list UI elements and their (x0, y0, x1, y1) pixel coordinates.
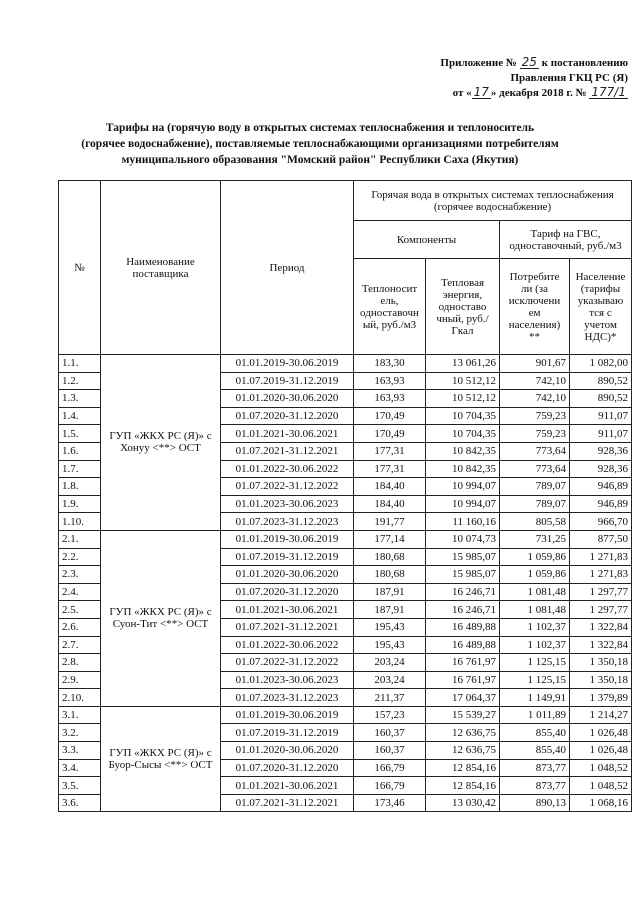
row-number: 2.3. (59, 566, 101, 584)
row-number: 3.3. (59, 742, 101, 760)
row-period: 01.07.2019-31.12.2019 (221, 548, 354, 566)
row-number: 2.1. (59, 530, 101, 548)
appendix-suffix: к постановлению (541, 57, 628, 69)
consumers-value: 731,25 (500, 530, 570, 548)
row-number: 1.3. (59, 390, 101, 408)
heat-carrier-value: 180,68 (354, 548, 426, 566)
row-period: 01.07.2022-31.12.2022 (221, 478, 354, 496)
row-number: 1.1. (59, 355, 101, 373)
row-number: 2.7. (59, 636, 101, 654)
population-value: 928,36 (570, 460, 632, 478)
row-number: 3.4. (59, 759, 101, 777)
heat-carrier-value: 170,49 (354, 407, 426, 425)
population-value: 1 350,18 (570, 654, 632, 672)
heat-carrier-value: 177,31 (354, 460, 426, 478)
title-line-2: (горячее водоснабжение), поставляемые теплоснабжающими организациями потребителям (81, 138, 559, 150)
row-period: 01.07.2022-31.12.2022 (221, 654, 354, 672)
consumers-value: 1 102,37 (500, 618, 570, 636)
heat-energy-value: 15 985,07 (426, 548, 500, 566)
decree-number-handwritten: 177/1 (591, 85, 626, 99)
heat-energy-value: 12 854,16 (426, 759, 500, 777)
row-period: 01.07.2020-31.12.2020 (221, 583, 354, 601)
consumers-value: 805,58 (500, 513, 570, 531)
supplier-name: ГУП «ЖКХ РС (Я)» с Буор-Сысы <**> ОСТ (101, 706, 221, 812)
row-number: 1.7. (59, 460, 101, 478)
heat-carrier-value: 184,40 (354, 495, 426, 513)
row-number: 2.2. (59, 548, 101, 566)
header-components: Компоненты (354, 221, 500, 259)
date-day-handwritten: 17 (473, 85, 489, 99)
date-prefix: от « (452, 87, 472, 99)
population-value: 1 350,18 (570, 671, 632, 689)
document-title (40, 120, 600, 168)
row-period: 01.01.2021-30.06.2021 (221, 425, 354, 443)
row-number: 2.5. (59, 601, 101, 619)
appendix-prefix: Приложение № (440, 57, 517, 69)
population-value: 911,07 (570, 425, 632, 443)
header-hot-water-group: Горячая вода в открытых системах теплоснабжения (горячее водоснабжение) (354, 181, 632, 221)
heat-energy-value: 15 985,07 (426, 566, 500, 584)
heat-energy-value: 12 854,16 (426, 777, 500, 795)
header-period: Период (221, 181, 354, 355)
consumers-value: 789,07 (500, 478, 570, 496)
supplier-name: ГУП «ЖКХ РС (Я)» с Хонуу <**> ОСТ (101, 355, 221, 531)
population-value: 890,52 (570, 372, 632, 390)
heat-energy-value: 10 512,12 (426, 390, 500, 408)
board-line: Правления ГКЦ РС (Я) (510, 72, 628, 84)
row-period: 01.07.2021-31.12.2021 (221, 442, 354, 460)
heat-energy-value: 12 636,75 (426, 724, 500, 742)
population-value: 1 297,77 (570, 583, 632, 601)
heat-carrier-value: 170,49 (354, 425, 426, 443)
consumers-value: 1 081,48 (500, 601, 570, 619)
heat-carrier-value: 203,24 (354, 654, 426, 672)
population-value: 1 082,00 (570, 355, 632, 373)
row-number: 1.4. (59, 407, 101, 425)
heat-carrier-value: 203,24 (354, 671, 426, 689)
row-period: 01.01.2020-30.06.2020 (221, 742, 354, 760)
row-number: 2.4. (59, 583, 101, 601)
consumers-value: 1 081,48 (500, 583, 570, 601)
heat-carrier-value: 180,68 (354, 566, 426, 584)
population-value: 1 271,83 (570, 548, 632, 566)
heat-energy-value: 13 061,26 (426, 355, 500, 373)
header-heat-energy: Тепловая энергия, одноставо чный, руб./Гкал (426, 259, 500, 355)
table-row (59, 530, 632, 548)
consumers-value: 742,10 (500, 390, 570, 408)
row-period: 01.01.2019-30.06.2019 (221, 530, 354, 548)
consumers-value: 759,23 (500, 407, 570, 425)
heat-carrier-value: 184,40 (354, 478, 426, 496)
heat-energy-value: 10 512,12 (426, 372, 500, 390)
consumers-value: 789,07 (500, 495, 570, 513)
heat-carrier-value: 195,43 (354, 636, 426, 654)
consumers-value: 873,77 (500, 777, 570, 795)
population-value: 928,36 (570, 442, 632, 460)
consumers-value: 855,40 (500, 724, 570, 742)
population-value: 1 271,83 (570, 566, 632, 584)
population-value: 877,50 (570, 530, 632, 548)
row-number: 3.1. (59, 706, 101, 724)
heat-energy-value: 10 994,07 (426, 495, 500, 513)
row-period: 01.01.2019-30.06.2019 (221, 355, 354, 373)
row-number: 1.9. (59, 495, 101, 513)
heat-energy-value: 15 539,27 (426, 706, 500, 724)
row-period: 01.01.2021-30.06.2021 (221, 601, 354, 619)
consumers-value: 773,64 (500, 460, 570, 478)
consumers-value: 901,67 (500, 355, 570, 373)
consumers-value: 1 125,15 (500, 654, 570, 672)
heat-carrier-value: 160,37 (354, 742, 426, 760)
heat-energy-value: 10 842,35 (426, 442, 500, 460)
population-value: 946,89 (570, 478, 632, 496)
heat-energy-value: 10 704,35 (426, 407, 500, 425)
row-number: 1.5. (59, 425, 101, 443)
row-period: 01.01.2020-30.06.2020 (221, 566, 354, 584)
row-number: 1.10. (59, 513, 101, 531)
row-period: 01.07.2021-31.12.2021 (221, 618, 354, 636)
population-value: 1 379,89 (570, 689, 632, 707)
heat-energy-value: 10 994,07 (426, 478, 500, 496)
table-row (59, 355, 632, 373)
row-period: 01.07.2020-31.12.2020 (221, 759, 354, 777)
heat-carrier-value: 177,31 (354, 442, 426, 460)
heat-carrier-value: 157,23 (354, 706, 426, 724)
population-value: 1 297,77 (570, 601, 632, 619)
population-value: 1 026,48 (570, 742, 632, 760)
heat-energy-value: 10 074,73 (426, 530, 500, 548)
population-value: 1 322,84 (570, 618, 632, 636)
heat-carrier-value: 187,91 (354, 583, 426, 601)
row-period: 01.01.2023-30.06.2023 (221, 495, 354, 513)
heat-energy-value: 17 064,37 (426, 689, 500, 707)
population-value: 1 048,52 (570, 759, 632, 777)
consumers-value: 773,64 (500, 442, 570, 460)
consumers-value: 890,13 (500, 794, 570, 812)
heat-energy-value: 10 704,35 (426, 425, 500, 443)
population-value: 890,52 (570, 390, 632, 408)
heat-carrier-value: 191,77 (354, 513, 426, 531)
consumers-value: 742,10 (500, 372, 570, 390)
row-period: 01.01.2022-30.06.2022 (221, 636, 354, 654)
heat-energy-value: 11 160,16 (426, 513, 500, 531)
heat-carrier-value: 166,79 (354, 759, 426, 777)
row-number: 2.9. (59, 671, 101, 689)
row-period: 01.07.2019-31.12.2019 (221, 724, 354, 742)
heat-energy-value: 16 246,71 (426, 583, 500, 601)
row-number: 3.6. (59, 794, 101, 812)
row-number: 2.8. (59, 654, 101, 672)
row-number: 3.5. (59, 777, 101, 795)
row-period: 01.07.2023-31.12.2023 (221, 513, 354, 531)
heat-energy-value: 16 761,97 (426, 671, 500, 689)
consumers-value: 1 102,37 (500, 636, 570, 654)
date-mid: » декабря 2018 г. № (490, 87, 587, 99)
consumers-value: 1 149,91 (500, 689, 570, 707)
population-value: 1 214,27 (570, 706, 632, 724)
heat-energy-value: 13 030,42 (426, 794, 500, 812)
population-value: 966,70 (570, 513, 632, 531)
row-number: 1.8. (59, 478, 101, 496)
consumers-value: 1 059,86 (500, 566, 570, 584)
heat-carrier-value: 177,14 (354, 530, 426, 548)
row-number: 2.6. (59, 618, 101, 636)
header-population: Население (тарифы указываю тся с учетом НДС)* (570, 259, 632, 355)
header-tariff-gvs: Тариф на ГВС, одноставочный, руб./м3 (500, 221, 632, 259)
header-number: № (59, 181, 101, 355)
heat-carrier-value: 211,37 (354, 689, 426, 707)
consumers-value: 855,40 (500, 742, 570, 760)
row-period: 01.01.2019-30.06.2019 (221, 706, 354, 724)
row-number: 1.2. (59, 372, 101, 390)
row-period: 01.01.2020-30.06.2020 (221, 390, 354, 408)
row-number: 2.10. (59, 689, 101, 707)
population-value: 911,07 (570, 407, 632, 425)
row-number: 3.2. (59, 724, 101, 742)
consumers-value: 1 011,89 (500, 706, 570, 724)
row-period: 01.07.2023-31.12.2023 (221, 689, 354, 707)
heat-carrier-value: 173,46 (354, 794, 426, 812)
population-value: 1 068,16 (570, 794, 632, 812)
heat-carrier-value: 183,30 (354, 355, 426, 373)
row-period: 01.07.2019-31.12.2019 (221, 372, 354, 390)
table-row (59, 706, 632, 724)
heat-energy-value: 10 842,35 (426, 460, 500, 478)
row-period: 01.01.2023-30.06.2023 (221, 671, 354, 689)
title-line-3: муниципального образования "Момский район" Республики Саха (Якутия) (121, 154, 519, 166)
heat-carrier-value: 160,37 (354, 724, 426, 742)
heat-energy-value: 16 761,97 (426, 654, 500, 672)
heat-energy-value: 16 246,71 (426, 601, 500, 619)
title-line-1: Тарифы на (горячую воду в открытых системах теплоснабжения и теплоноситель (105, 122, 535, 134)
header-supplier: Наименование поставщика (101, 181, 221, 355)
population-value: 1 026,48 (570, 724, 632, 742)
consumers-value: 1 125,15 (500, 671, 570, 689)
heat-carrier-value: 163,93 (354, 372, 426, 390)
consumers-value: 1 059,86 (500, 548, 570, 566)
supplier-name: ГУП «ЖКХ РС (Я)» с Суон-Тит <**> ОСТ (101, 530, 221, 706)
appendix-line (440, 56, 628, 71)
heat-carrier-value: 195,43 (354, 618, 426, 636)
heat-carrier-value: 163,93 (354, 390, 426, 408)
appendix-number-handwritten: 25 (521, 55, 537, 69)
heat-carrier-value: 187,91 (354, 601, 426, 619)
row-period: 01.01.2022-30.06.2022 (221, 460, 354, 478)
row-number: 1.6. (59, 442, 101, 460)
row-period: 01.07.2020-31.12.2020 (221, 407, 354, 425)
header-consumers: Потребите ли (за исключени ем населения) ** (500, 259, 570, 355)
row-period: 01.01.2021-30.06.2021 (221, 777, 354, 795)
consumers-value: 873,77 (500, 759, 570, 777)
heat-energy-value: 16 489,88 (426, 618, 500, 636)
header-heat-carrier: Теплоносит ель, одноставочн ый, руб./м3 (354, 259, 426, 355)
row-period: 01.07.2021-31.12.2021 (221, 794, 354, 812)
date-line (440, 86, 628, 101)
population-value: 1 322,84 (570, 636, 632, 654)
population-value: 1 048,52 (570, 777, 632, 795)
tariff-table (58, 180, 632, 812)
document-header (440, 56, 628, 101)
heat-energy-value: 16 489,88 (426, 636, 500, 654)
heat-energy-value: 12 636,75 (426, 742, 500, 760)
population-value: 946,89 (570, 495, 632, 513)
heat-carrier-value: 166,79 (354, 777, 426, 795)
consumers-value: 759,23 (500, 425, 570, 443)
